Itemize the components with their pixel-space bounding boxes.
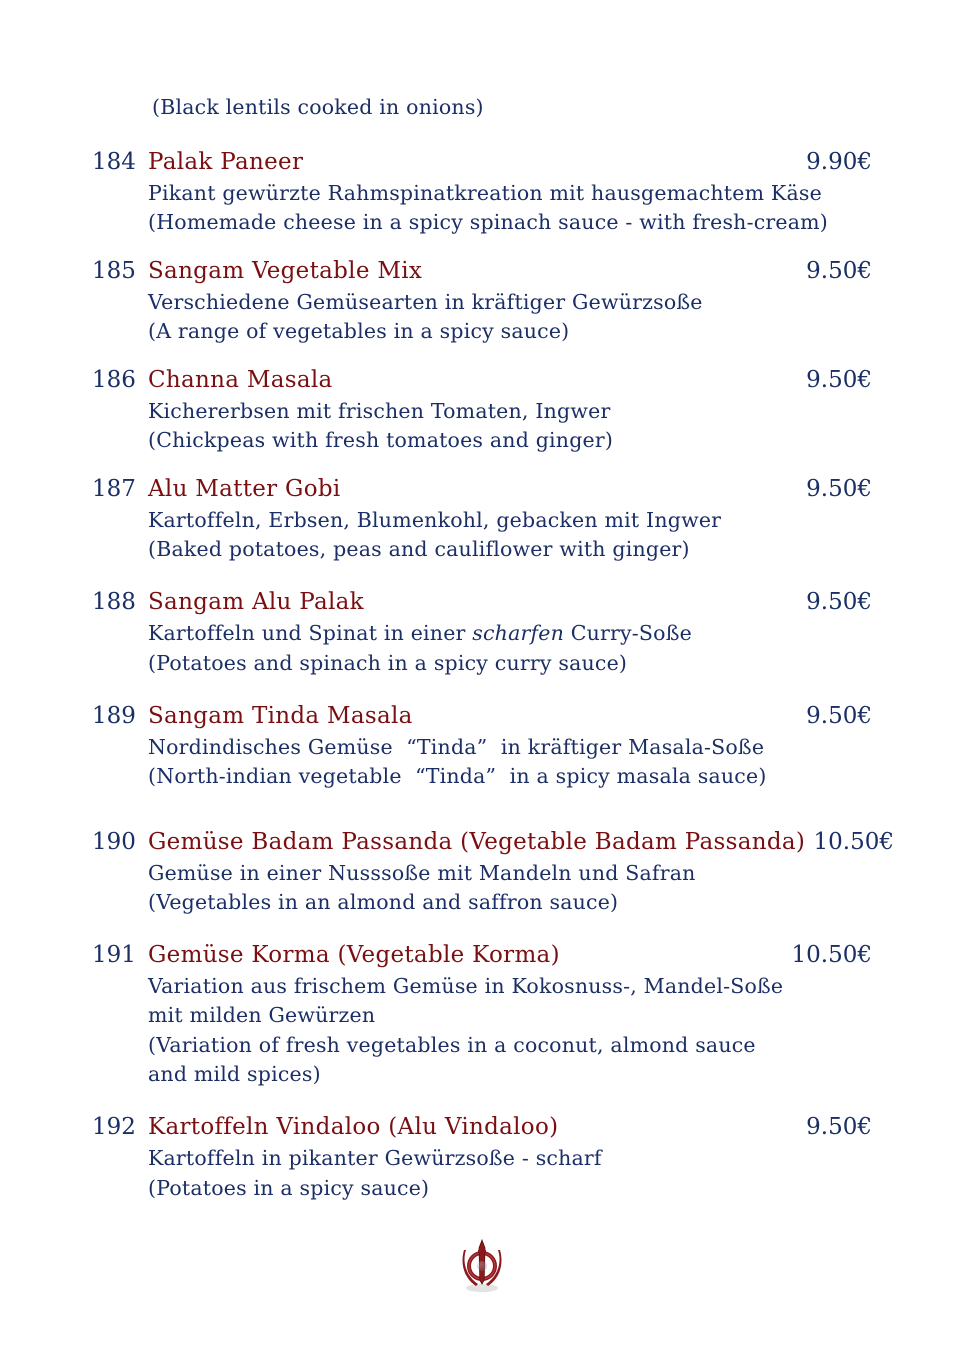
item-name: Kartoffeln Vindaloo (Alu Vindaloo) — [148, 1114, 559, 1140]
item-number: 189 — [92, 703, 136, 729]
description-text: Kartoffeln und Spinat in einer — [148, 621, 473, 645]
item-name: Gemüse Korma (Vegetable Korma) — [148, 942, 560, 968]
item-price: 9.50€ — [806, 1114, 872, 1140]
item-description-en: (Homemade cheese in a spicy spinach sauce - with fresh-cream) — [148, 210, 828, 234]
item-name: Gemüse Badam Passanda (Vegetable Badam Passanda) — [148, 829, 806, 855]
item-price: 9.50€ — [806, 258, 872, 284]
item-price: 10.50€ — [791, 942, 872, 968]
item-description-de: Pikant gewürzte Rahmspinatkreation mit hausgemachtem Käse — [148, 181, 822, 205]
item-price: 9.90€ — [806, 149, 872, 175]
item-name: Palak Paneer — [148, 149, 304, 175]
description-text: Curry-Soße — [564, 621, 692, 645]
item-price: 9.50€ — [806, 703, 872, 729]
item-name: Alu Matter Gobi — [148, 476, 341, 502]
item-number: 186 — [92, 367, 136, 393]
item-number: 187 — [92, 476, 136, 502]
item-number: 191 — [92, 942, 136, 968]
item-description-en: (Potatoes and spinach in a spicy curry sauce) — [148, 651, 628, 675]
item-description-de: Kartoffeln, Erbsen, Blumenkohl, gebacken mit Ingwer — [148, 508, 722, 532]
item-price: 10.50€ — [813, 829, 894, 855]
item-description-en: (Baked potatoes, peas and cauliflower with ginger) — [148, 537, 690, 561]
item-description-de: Verschiedene Gemüsearten in kräftiger Gewürzsoße — [148, 290, 703, 314]
item-description-de: Kichererbsen mit frischen Tomaten, Ingwer — [148, 399, 611, 423]
item-description-en-cont: and mild spices) — [148, 1062, 321, 1086]
item-description-en: (Chickpeas with fresh tomatoes and ginger) — [148, 428, 614, 452]
item-number: 185 — [92, 258, 136, 284]
item-description-de: Gemüse in einer Nusssoße mit Mandeln und Safran — [148, 861, 696, 885]
continued-description: (Black lentils cooked in onions) — [152, 95, 484, 119]
item-number: 190 — [92, 829, 136, 855]
item-name: Sangam Tinda Masala — [148, 703, 413, 729]
item-description-de — [148, 621, 692, 645]
item-description-de: Nordindisches Gemüse “Tinda” in kräftiger Masala-Soße — [148, 735, 765, 759]
item-number: 192 — [92, 1114, 136, 1140]
item-name: Channa Masala — [148, 367, 333, 393]
item-description-de: Kartoffeln in pikanter Gewürzsoße - scharf — [148, 1146, 602, 1170]
item-description-en: (Vegetables in an almond and saffron sauce) — [148, 890, 619, 914]
item-description-en: (A range of vegetables in a spicy sauce) — [148, 319, 570, 343]
item-name: Sangam Alu Palak — [148, 589, 364, 615]
item-price: 9.50€ — [806, 367, 872, 393]
item-price: 9.50€ — [806, 589, 872, 615]
item-description-en: (Variation of fresh vegetables in a coconut, almond sauce — [148, 1033, 756, 1057]
item-price: 9.50€ — [806, 476, 872, 502]
emphasis-text: scharfen — [472, 621, 565, 645]
item-description-de: Variation aus frischem Gemüse in Kokosnuss-, Mandel-Soße — [148, 974, 784, 998]
item-description-de-cont: mit milden Gewürzen — [148, 1003, 376, 1027]
item-description-en: (North-indian vegetable “Tinda” in a spicy masala sauce) — [148, 764, 767, 788]
khanda-emblem-icon — [458, 1236, 506, 1296]
item-number: 184 — [92, 149, 136, 175]
item-name: Sangam Vegetable Mix — [148, 258, 423, 284]
item-description-en: (Potatoes in a spicy sauce) — [148, 1176, 430, 1200]
item-number: 188 — [92, 589, 136, 615]
